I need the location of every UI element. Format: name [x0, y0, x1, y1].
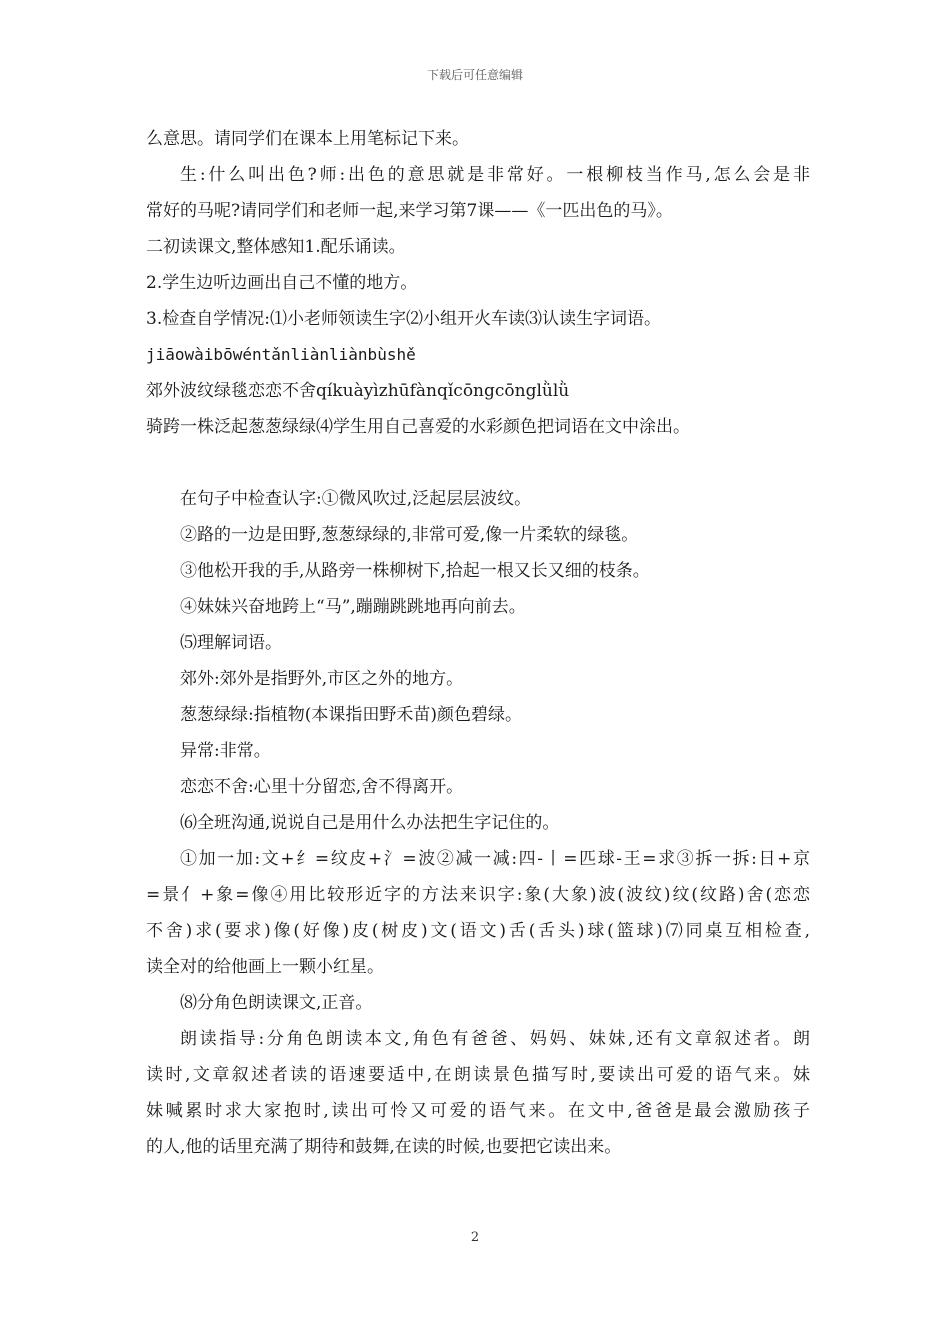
text-line: ①加一加:文+纟=纹皮+氵=波②减一减:四-丨=匹球-王=求③拆一拆:日+京: [180, 849, 810, 869]
text-line: 在句子中检查认字:①微风吹过,泛起层层波纹。: [180, 489, 532, 509]
blank-line: [146, 445, 810, 481]
text-line: 妹喊累时求大家抱时,读出可怜又可爱的语气来。在文中,爸爸是最会激励孩子: [146, 1101, 810, 1121]
text-line: 2.学生边听边画出自己不懂的地方。: [146, 273, 418, 293]
text-line: 的人,他的话里充满了期待和鼓舞,在读的时候,也要把它读出来。: [146, 1137, 622, 1157]
text-line: 朗读指导:分角色朗读本文,角色有爸爸、妈妈、妹妹,还有文章叙述者。朗: [180, 1029, 810, 1049]
text-line: 么意思。请同学们在课本上用笔标记下来。: [146, 129, 469, 149]
text-line: 不舍)求(要求)像(好像)皮(树皮)文(语文)舌(舌头)球(篮球)⑺同桌互相检查,: [146, 921, 810, 941]
text-line: 异常:非常。: [180, 741, 271, 761]
text-line: 读时,文章叙述者读的语速要适中,在朗读景色描写时,要读出可爱的语气来。妹: [146, 1065, 810, 1085]
text-line: 读全对的给他画上一颗小红星。: [146, 957, 384, 977]
text-line: 二初读课文,整体感知1.配乐诵读。: [146, 237, 406, 257]
text-line: 郊外波纹绿毯恋恋不舍qíkuàyìzhūfànqǐcōngcōnglǜlǜ: [146, 381, 570, 401]
text-line: 恋恋不舍:心里十分留恋,舍不得离开。: [180, 777, 464, 797]
text-line: ②路的一边是田野,葱葱绿绿的,非常可爱,像一片柔软的绿毯。: [180, 525, 639, 545]
text-line: 常好的马呢?请同学们和老师一起,来学习第7课——《一匹出色的马》。: [146, 201, 673, 221]
pinyin-line: jiāowàibōwéntǎnliànliànbùshě: [146, 345, 416, 364]
text-line: ⑻分角色朗读课文,正音。: [180, 993, 373, 1013]
text-line: 生:什么叫出色?师:出色的意思就是非常好。一根柳枝当作马,怎么会是非: [180, 165, 810, 185]
text-line: 葱葱绿绿:指植物(本课指田野禾苗)颜色碧绿。: [180, 705, 522, 725]
text-line: 郊外:郊外是指野外,市区之外的地方。: [180, 669, 464, 689]
text-line: 骑跨一株泛起葱葱绿绿⑷学生用自己喜爱的水彩颜色把词语在文中涂出。: [146, 417, 690, 437]
text-line: 3.检查自学情况:⑴小老师领读生字⑵小组开火车读⑶认读生字词语。: [146, 309, 661, 329]
document-body: [146, 121, 810, 1165]
page-header: 下载后可任意编辑: [426, 68, 523, 82]
text-line: ⑹全班沟通,说说自己是用什么办法把生字记住的。: [180, 813, 560, 833]
text-line: ⑸理解词语。: [180, 633, 282, 653]
page-number: 2: [470, 1230, 480, 1245]
text-line: =景亻+象=像④用比较形近字的方法来识字:象(大象)波(波纹)纹(纹路)舍(恋恋: [146, 885, 810, 905]
text-line: ④妹妹兴奋地跨上“马”,蹦蹦跳跳地再向前去。: [180, 597, 526, 617]
text-line: ③他松开我的手,从路旁一株柳树下,拾起一根又长又细的枝条。: [180, 561, 650, 581]
